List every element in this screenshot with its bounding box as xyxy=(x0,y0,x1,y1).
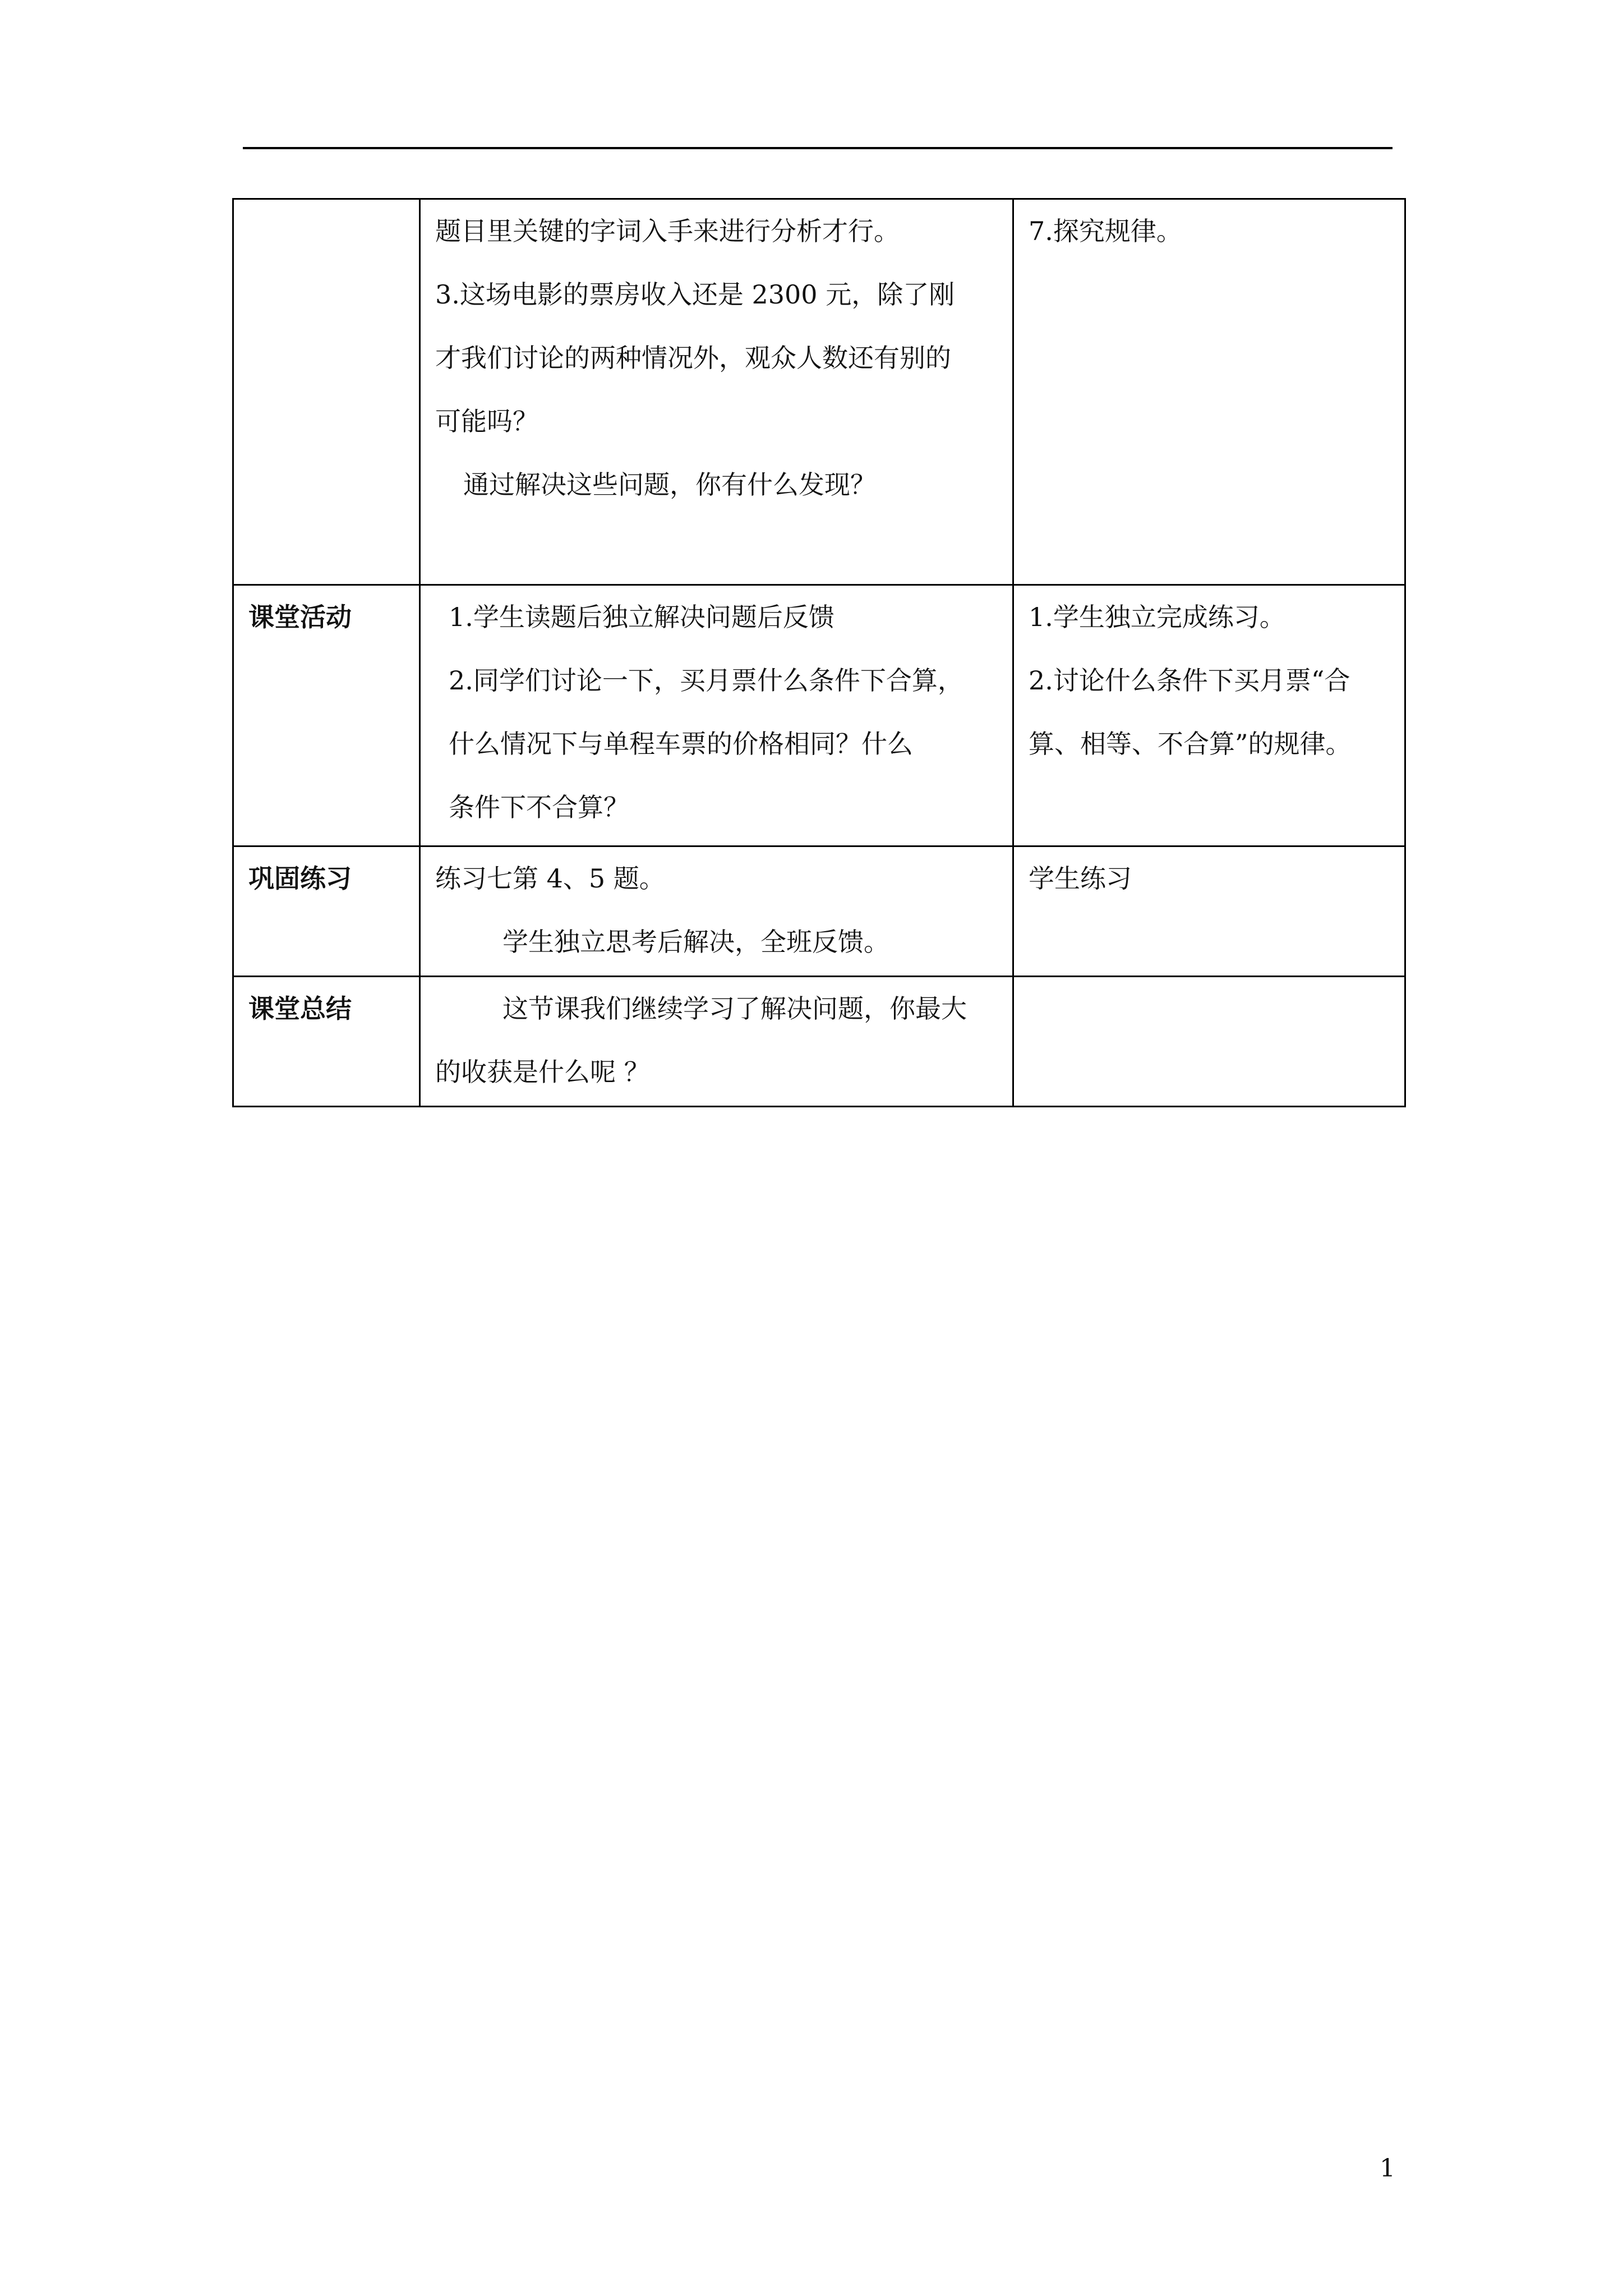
teacher-text-line: 3.这场电影的票房收入还是 2300 元，除了刚 xyxy=(435,279,955,310)
table-row xyxy=(233,977,1405,1107)
teacher-text-line: 什么情况下与单程车票的价格相同？什么 xyxy=(449,729,913,759)
student-text-line: 7.探究规律。 xyxy=(1029,216,1182,246)
teacher-text-line: 2.同学们讨论一下，买月票什么条件下合算， xyxy=(449,665,963,696)
student-text-line: 算、相等、不合算”的规律。 xyxy=(1029,729,1352,759)
teacher-text-line: 才我们讨论的两种情况外，观众人数还有别的 xyxy=(435,343,951,373)
teacher-activity-cell xyxy=(420,199,1013,585)
row-label: 课堂总结 xyxy=(248,993,352,1024)
page-number: 1 xyxy=(1380,2154,1395,2183)
student-activity-cell xyxy=(1013,585,1405,846)
row-label-cell xyxy=(233,585,420,846)
student-activity-cell xyxy=(1013,977,1405,1107)
teacher-text-line: 条件下不合算？ xyxy=(449,792,629,822)
row-label: 巩固练习 xyxy=(248,863,352,894)
row-label-cell xyxy=(233,846,420,977)
teacher-activity-cell xyxy=(420,585,1013,846)
table-row xyxy=(233,199,1405,585)
student-activity-cell xyxy=(1013,199,1405,585)
teacher-text-line: 练习七第 4、5 题。 xyxy=(435,863,665,894)
teacher-text-line: 题目里关键的字词入手来进行分析才行。 xyxy=(435,216,900,246)
row-label-cell xyxy=(233,199,420,585)
teacher-text-line: 可能吗？ xyxy=(435,406,538,436)
teacher-activity-cell xyxy=(420,846,1013,977)
teacher-text-line: 1.学生读题后独立解决问题后反馈 xyxy=(449,602,834,632)
lesson-plan-table xyxy=(232,198,1406,1107)
table-row xyxy=(233,846,1405,977)
student-activity-cell xyxy=(1013,846,1405,977)
teacher-activity-cell xyxy=(420,977,1013,1107)
student-text-line: 2.讨论什么条件下买月票“合 xyxy=(1029,665,1350,696)
teacher-text-line: 学生独立思考后解决，全班反馈。 xyxy=(502,927,889,957)
teacher-text-line: 的收获是什么呢 ？ xyxy=(435,1057,650,1087)
table-row xyxy=(233,585,1405,846)
row-label-cell xyxy=(233,977,420,1107)
header-rule xyxy=(243,147,1393,149)
teacher-text-line: 通过解决这些问题，你有什么发现？ xyxy=(463,470,876,500)
student-text-line: 学生练习 xyxy=(1029,863,1132,894)
teacher-text-line: 这节课我们继续学习了解决问题，你最大 xyxy=(502,993,967,1024)
student-text-line: 1.学生独立完成练习。 xyxy=(1029,602,1285,632)
row-label: 课堂活动 xyxy=(248,602,352,632)
